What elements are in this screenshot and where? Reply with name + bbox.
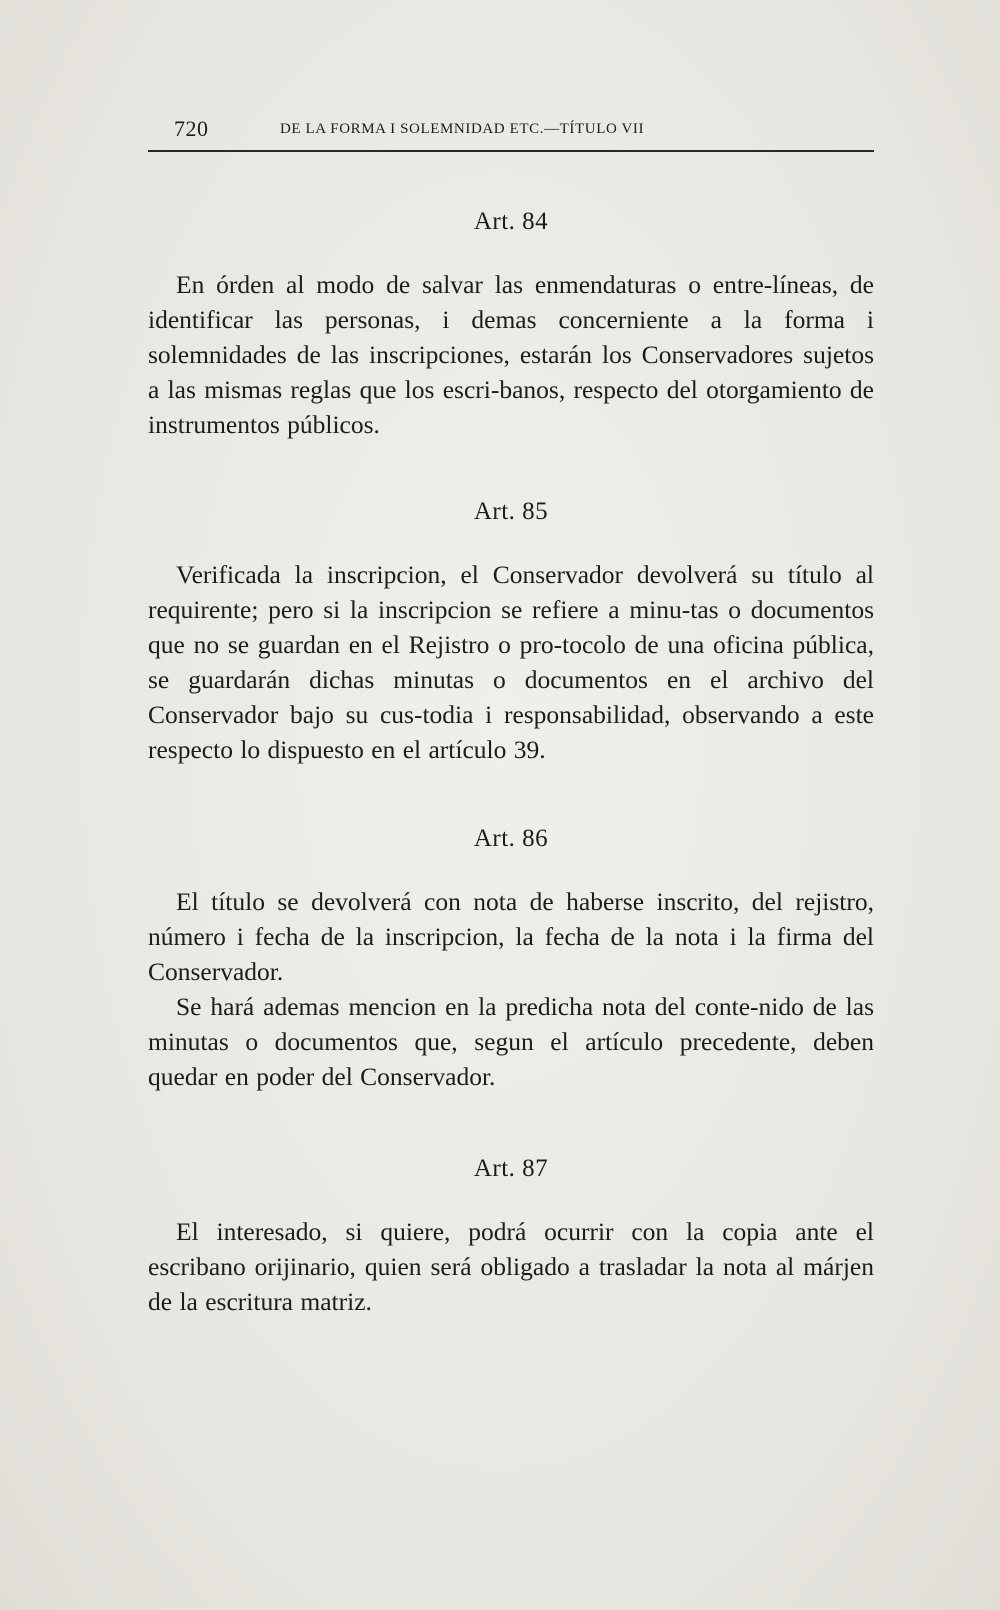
article-84 bbox=[148, 207, 874, 442]
article-87 bbox=[148, 1154, 874, 1319]
article-paragraph: En órden al modo de salvar las enmendaturas o entre-líneas, de identificar las personas, i demas concerniente a la forma i solemnidades de las inscripciones, estarán los Conservadores sujetos a las mismas reglas que los escri-banos, respecto del otorgamiento de instrumentos públicos. bbox=[148, 270, 874, 439]
article-heading: Art. 85 bbox=[473, 498, 549, 525]
page-header bbox=[148, 112, 874, 146]
article-heading: Art. 87 bbox=[473, 1155, 549, 1182]
article-paragraph: Se hará ademas mencion en la predicha nota del conte-nido de las minutas o documentos que, segun el artículo precedente, deben quedar en poder del Conservador. bbox=[148, 992, 874, 1091]
article-heading: Art. 86 bbox=[473, 825, 549, 852]
article-heading: Art. 84 bbox=[473, 208, 549, 235]
page-number: 720 bbox=[174, 116, 209, 141]
article-paragraph: El título se devolverá con nota de haberse inscrito, del rejistro, número i fecha de la inscripcion, la fecha de la nota i la firma del Conservador. bbox=[148, 887, 874, 986]
article-paragraph: El interesado, si quiere, podrá ocurrir con la copia ante el escribano orijinario, quien será obligado a trasladar la nota al márjen de la escritura matriz. bbox=[148, 1217, 874, 1316]
running-title: DE LA FORMA I SOLEMNIDAD ETC.—TÍTULO VII bbox=[280, 121, 645, 137]
page-body bbox=[148, 195, 874, 1319]
header-rule bbox=[148, 150, 874, 152]
article-85 bbox=[148, 497, 874, 767]
article-86 bbox=[148, 824, 874, 1094]
article-paragraph: Verificada la inscripcion, el Conservador devolverá su título al requirente; pero si la inscripcion se refiere a minu-tas o documentos que no se guardan en el Rejistro o pro-tocolo de una oficina pública, se guardarán dichas minutas o documentos en el archivo del Conservador bajo su cus-todia i responsabilidad, observando a este respecto lo dispuesto en el artículo 39. bbox=[148, 560, 874, 764]
